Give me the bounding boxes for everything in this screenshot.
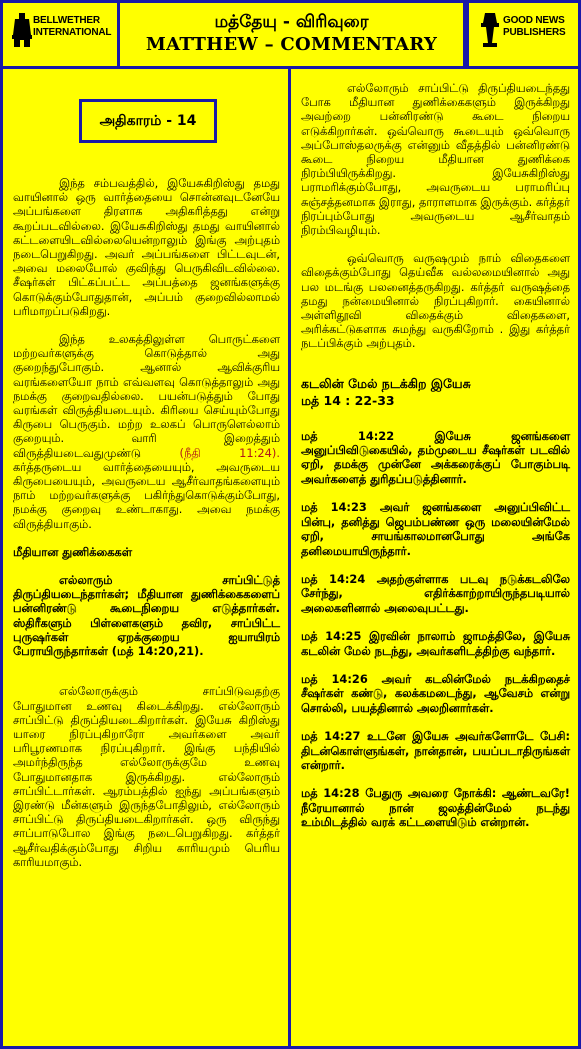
right-column [291, 69, 581, 1049]
scripture-quote: எல்லாரும் சாப்பிட்டுத் திருப்தியடைந்தார்கள்; மீதியான துணிக்கைகளைப் பன்னிரண்டு கூடைநிறைய எடுத்தார்கள். ஸ்திரீகளும் பிள்ளைகளும் தவிர, சாப்பிட்ட புருஷர்கள் ஏறக்குறைய ஐயாயிரம் பேராயிருந்தார்கள் (மத் 14:20,21). [13, 573, 280, 659]
section-heading: மீதியான துணிக்கைகள் [13, 544, 132, 559]
paragraph: ஒவ்வொரு வருஷமும் நாம் விதைகளை விதைக்கும்போது தெய்வீக வல்லமையினால் அது பல மடங்கு பலனைத்தருகிறது. கர்த்தர் வருஷத்தை தமது நன்மையினால் நிரப்புகிறார். கையினால் அள்ளிதூவி விதைக்கும் விதைகளை, அரிக்கட்டுகளாக சுமந்து வருகிறோம் . இது கர்த்தர் நடப்பிக்கும் அற்புதம். [301, 251, 570, 351]
verse: மத் 14:22 இயேசு ஜனங்களை அனுப்பிவிடுகையில், தம்முடைய சீஷர்கள் படவில் ஏறி, தமக்கு முன்னே அக்கரைக்குப் போகும்படி அவர்களைத் துரிதப்படுத்தினார். [301, 428, 570, 486]
right-logo-line-2: PUBLISHERS [503, 27, 566, 38]
left-logo-line-1: BELLWETHER [33, 15, 100, 26]
scripture-reference: (நீதி 11:24). [179, 445, 280, 460]
verse: மத் 14:23 அவர் ஜனங்களை அனுப்பிவிட்ட பின்பு, தனித்து ஜெபம்பண்ண ஒரு மலையின்மேல் ஏறி, சாயங்காலமானபோது அங்கே தனிமையாயிருந்தார். [301, 500, 570, 558]
good-news-logo [466, 3, 578, 66]
heading-title: கடலின் மேல் நடக்கிற இயேசு [301, 375, 471, 391]
bell-tower-icon [11, 13, 33, 47]
verse: மத் 14:26 அவர் கடலின்மேல் நடக்கிறதைச் சீஷர்கள் கண்டு, கலக்கமடைந்து, ஆவேசம் என்று சொல்லி, பயத்தினால் அலறினார்கள். [301, 671, 570, 715]
title-english: MATTHEW – COMMENTARY [145, 34, 438, 55]
verse: மத் 14:25 இரவின் நாலாம் ஜாமத்திலே, இயேசு கடலின் மேல் நடந்து, அவர்களிடத்திற்கு வந்தார். [301, 629, 570, 658]
verse: மத் 14:28 பேதுரு அவரை நோக்கி: ஆண்டவரே! நீரேயானால் நான் ஜலத்தின்மேல் நடந்து உம்மிடத்தில் வரக் கட்டளையிடும் என்றான். [301, 786, 570, 830]
right-logo-line-1: GOOD NEWS [503, 15, 565, 26]
paragraph: எல்லோருக்கும் சாப்பிடுவதற்கு போதுமான உணவு கிடைக்கிறது. எல்லோரும் சாப்பிட்டு திருப்தியடைகிறார்கள். இயேசு கிறிஸ்து யாரை நிரப்புகிறாரோ அவர்களை அவர் பரிபூரணமாக நிரப்புகிறார். இங்கு பந்தியில் அமர்ந்திருந்த எல்லோருக்குமே உணவு போதுமானதாக இருக்கிறது. எல்லோரும் சாப்பிட்டார்கள். ஆரம்பத்தில் ஐந்து அப்பங்களும் இரண்டு மீன்களும் இருந்தபோதிலும், எல்லோரும் சாப்பிட்டு திருப்தியடைகிறார்கள். ஒரு விருந்து சாப்பாடுபோல இங்கு நடைபெறுகிறது. கர்த்தர் ஆசீர்வதிக்கும்போது சிறிய காரியமும் பெரிய காரியமாகும். [13, 684, 280, 869]
chapter-heading: அதிகாரம் - 14 [79, 99, 217, 143]
paragraph-text: இந்த உலகத்திலுள்ள பொருட்களை மற்றவர்களுக்கு கொடுத்தால் அது குறைந்துபோகும். ஆனால் ஆவிக்குரிய வரங்களையோ நாம் எவ்வளவு கொடுத்தாலும் அது நமக்கு குறைவதில்லை. பயன்படுத்தும் போது வரங்கள் விருத்தியடையும். கிரியை செய்யும்போது கிருபை பெருகும். மற்ற உலகப் பொருளெல்லாம் குறையும். வாரி இறைத்தும் விருத்தியடைவதுமுண்டு [13, 332, 280, 460]
torch-icon [479, 13, 501, 47]
left-logo-line-2: INTERNATIONAL [33, 27, 112, 38]
page-header [0, 0, 581, 69]
paragraph-text: கர்த்தருடைய வார்த்தையையும், அவருடைய கிருபையையும், அவருடைய ஆசீர்வாதங்களையும் நாம் மற்றவர்களுக்கு பகிர்ந்துகொடுக்கும்போது, நமக்கு குறைவு உண்டாகாது. அவை நமக்கு விருத்தியாகும். [13, 459, 280, 531]
title-box [120, 3, 466, 66]
paragraph [13, 332, 280, 531]
section-heading [301, 375, 570, 409]
verse-list [301, 429, 570, 830]
verse: மத் 14:27 உடனே இயேசு அவர்களோடே பேசி: திடன்கொள்ளுங்கள், நான்தான், பயப்படாதிருங்கள் என்றார். [301, 729, 570, 772]
paragraph: இந்த சம்பவத்தில், இயேசுகிறிஸ்து தமது வாயினால் ஒரு வார்த்தையை சொன்னவுடனேயே அப்பங்களை திரளாக அதிகரித்தது என்று கூறப்படவில்லை. இயேசுகிறிஸ்து தமது வாயினால் கட்டளையிடவில்லையென்றாலும் இங்கு அற்புதம் நடைபெறுகிறது. அவர் அப்பங்களை பிட்டவுடன், அவை மலைபோல் குவிந்து பெருகிவிடவில்லை. சீஷர்கள் பிட்கப்பட்ட அப்பத்தை ஜனங்களுக்கு கொடுக்கும்போதுதான், அப்பம் குறைவில்லாமல் பரிமாறப்படுகிறது. [13, 176, 280, 318]
paragraph: எல்லோரும் சாப்பிட்டு திருப்தியடைந்தது போக மீதியான துணிக்கைகளும் இருக்கிறது அவற்றை பன்னிரண்டு கூடை நிறைய எடுக்கிறார்கள். ஒவ்வொரு கூடையும் ஒவ்வொரு அப்போஸ்தலருக்கு என்னும் வீதத்தில் பன்னிரண்டு கூடை நிறைய மீதியான துணிக்கை நிரம்பியிருக்கிறது. இயேசுகிறிஸ்து பராமரிக்கும்போது, அவருடைய பராமரிப்பு சுஞ்சத்தனமாக இராது, தாராளமாக இருக்கும். கர்த்தர் நிரப்பும்போது அவருடைய ஆசீர்வாதம் நிரம்பிவழியும். [301, 81, 570, 238]
bellwether-logo [3, 3, 120, 66]
left-column [0, 69, 291, 1049]
verse: மத் 14:24 அதற்குள்ளாக படவு நடுக்கடலிலே சேர்ந்து, எதிர்க்காற்றாயிருந்தபடியால் அலைகளினால் அலைவுபட்டது. [301, 571, 570, 615]
heading-reference: மத் 14 : 22-33 [301, 392, 395, 408]
title-tamil: மத்தேயு - விரிவுரை [214, 12, 369, 32]
